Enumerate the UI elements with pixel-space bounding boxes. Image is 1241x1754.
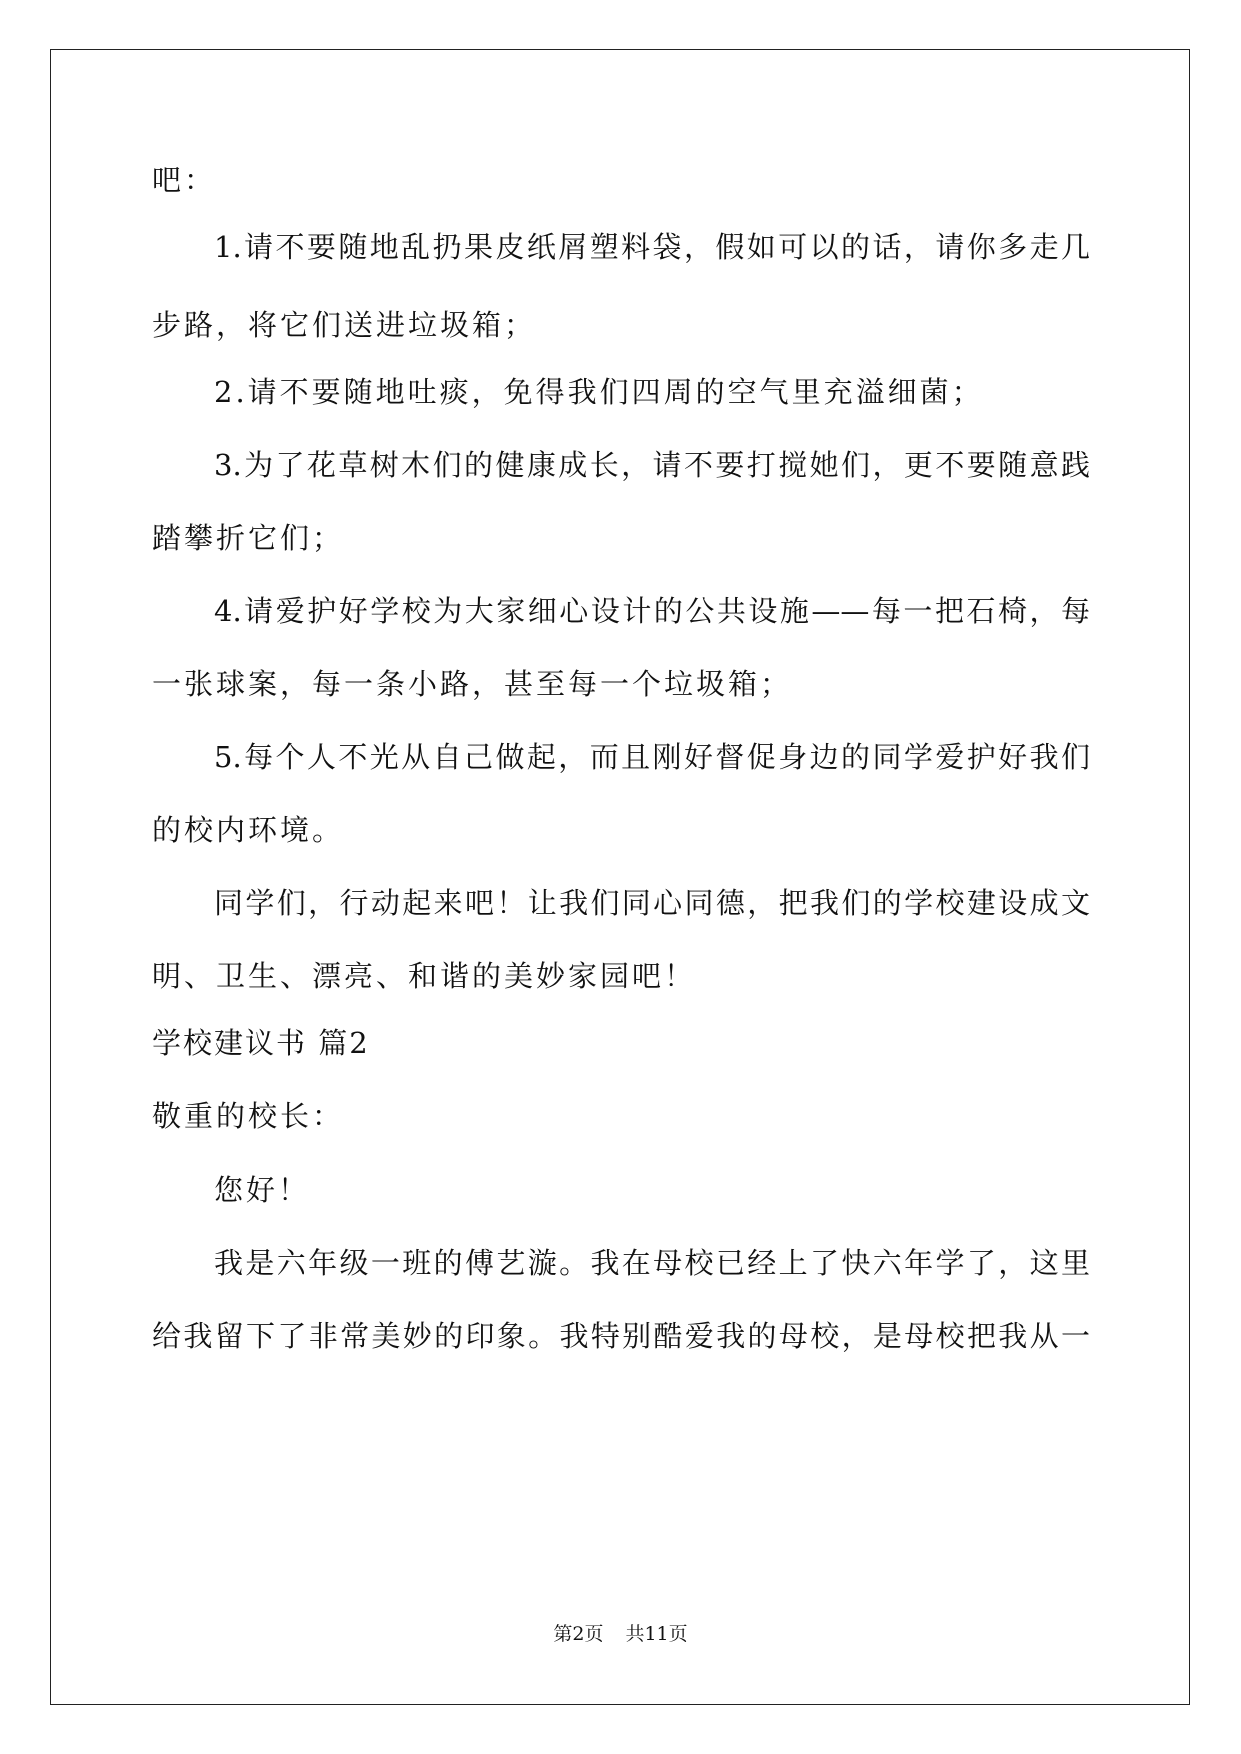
paragraph-line: 我是六年级一班的傅艺漩。我在母校已经上了快六年学了，这里 — [214, 1246, 1090, 1280]
list-item-2-line: 2.请不要随地吐痰，免得我们四周的空气里充溢细菌； — [214, 375, 984, 409]
list-item-1-line: 1.请不要随地乱扔果皮纸屑塑料袋，假如可以的话，请你多走几 — [214, 230, 1090, 264]
text-line: 明、卫生、漂亮、和谐的美妙家园吧！ — [152, 959, 697, 993]
text-line: 一张球案，每一条小路，甚至每一个垃圾箱； — [152, 667, 793, 701]
paragraph-line: 同学们，行动起来吧！让我们同心同德，把我们的学校建设成文 — [214, 886, 1090, 920]
text-line: 吧： — [152, 163, 217, 197]
text-line: 踏攀折它们； — [152, 521, 345, 555]
greeting: 您好！ — [214, 1173, 311, 1207]
list-item-5-line: 5.每个人不光从自己做起，而且刚好督促身边的同学爱护好我们 — [214, 740, 1090, 774]
section-heading: 学校建议书 篇2 — [152, 1026, 370, 1060]
page-number: 第2页 — [553, 1623, 604, 1645]
list-item-3-line: 3.为了花草树木们的健康成长，请不要打搅她们，更不要随意践 — [214, 448, 1090, 482]
page-footer — [0, 1622, 1241, 1646]
salutation: 敬重的校长： — [152, 1099, 345, 1133]
page-border — [50, 49, 1190, 1705]
page-total: 共11页 — [625, 1623, 688, 1645]
paragraph-line: 给我留下了非常美妙的印象。我特别酷爱我的母校，是母校把我从一 — [152, 1319, 1090, 1353]
text-line: 的校内环境。 — [152, 813, 345, 847]
list-item-4-line: 4.请爱护好学校为大家细心设计的公共设施——每一把石椅，每 — [214, 594, 1090, 628]
text-line: 步路，将它们送进垃圾箱； — [152, 308, 537, 342]
